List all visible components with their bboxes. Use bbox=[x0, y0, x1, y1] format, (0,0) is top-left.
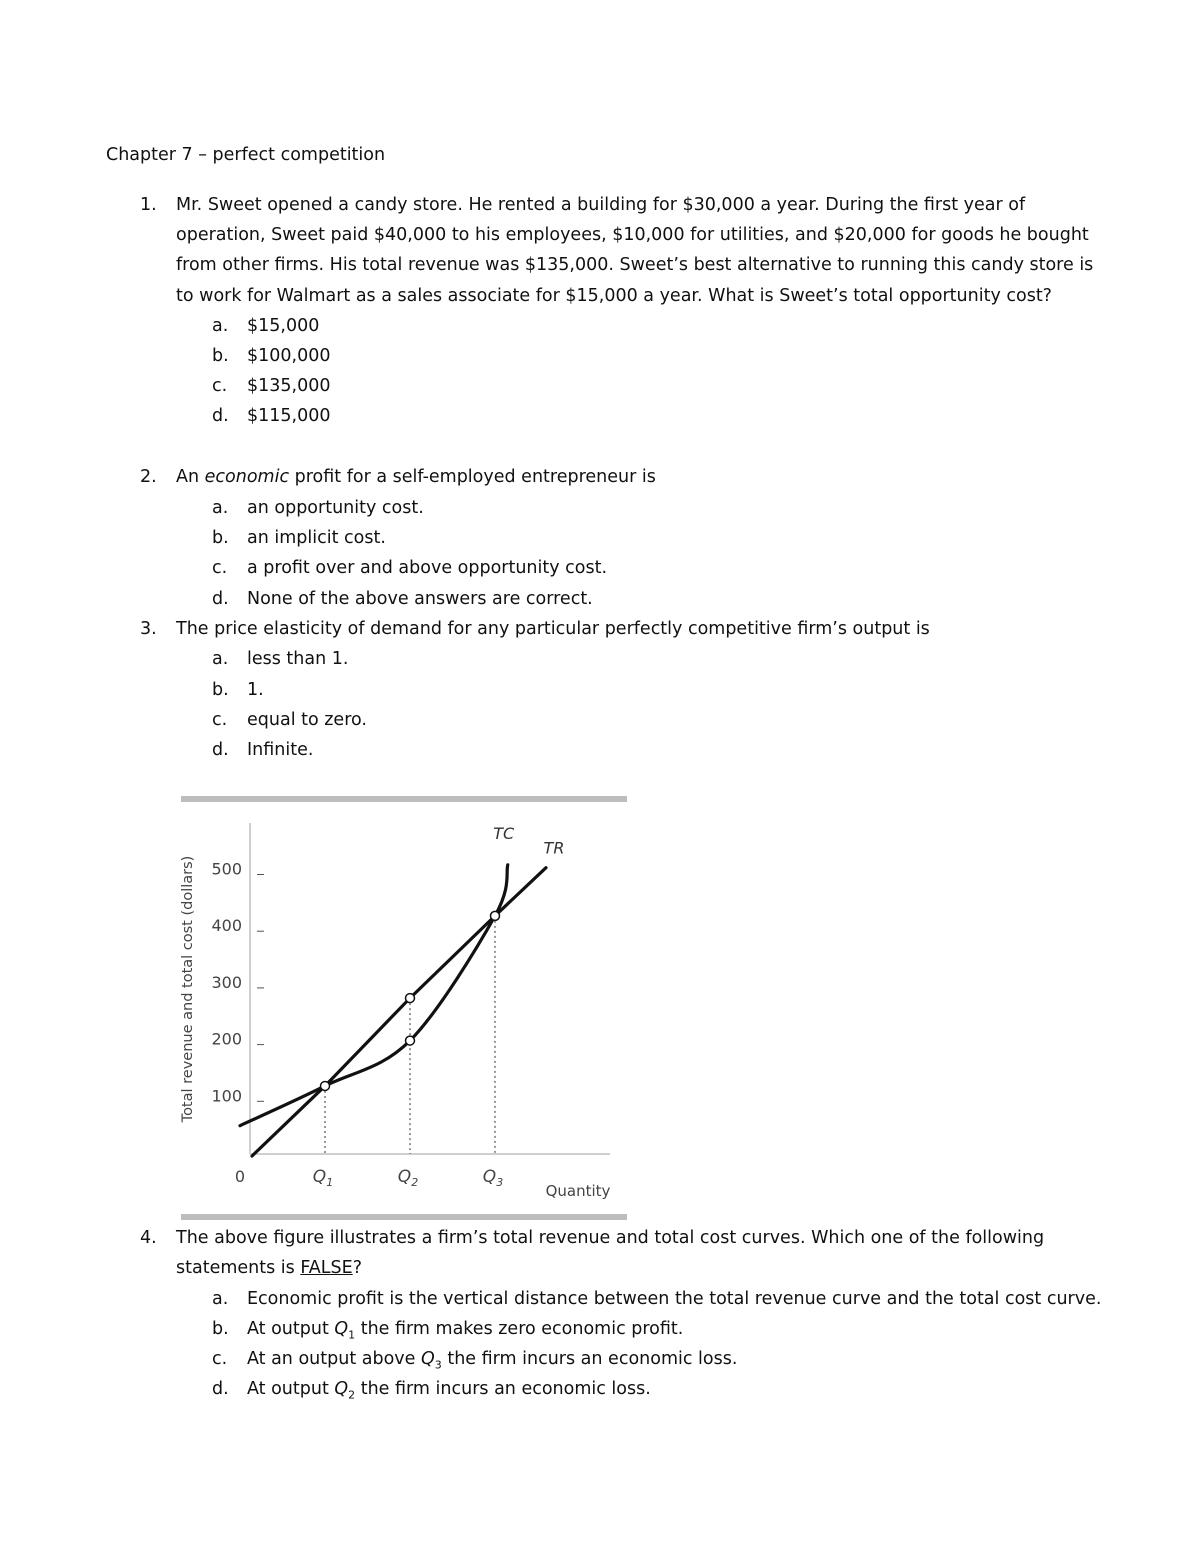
option-text: Infinite. bbox=[247, 740, 314, 760]
option-letter: b. bbox=[212, 1319, 229, 1339]
option-letter: d. bbox=[212, 589, 229, 609]
option-text: None of the above answers are correct. bbox=[247, 589, 593, 609]
question-number: 2. bbox=[140, 467, 157, 487]
option-text-part: At an output above bbox=[247, 1349, 421, 1369]
y-tick-label: 500 bbox=[211, 859, 242, 879]
option-text: 1. bbox=[247, 680, 264, 700]
q-symbol: Q bbox=[420, 1349, 435, 1369]
option-text: $100,000 bbox=[247, 346, 331, 366]
tr-series-label: TR bbox=[543, 838, 565, 858]
option-letter: d. bbox=[212, 406, 229, 426]
tr-curve bbox=[252, 868, 546, 1156]
x-tick-label: $Q_2$ bbox=[397, 1167, 419, 1189]
option-text: less than 1. bbox=[247, 649, 349, 669]
option-letter: c. bbox=[212, 376, 228, 396]
option-letter: c. bbox=[212, 558, 228, 578]
chapter-title: Chapter 7 – perfect competition bbox=[106, 145, 386, 165]
question-text-line bbox=[176, 1258, 362, 1278]
question-number: 4. bbox=[140, 1228, 157, 1248]
question-text-part: statements is bbox=[176, 1258, 301, 1278]
y-tick-label: 400 bbox=[211, 916, 242, 936]
false-emphasis: FALSE bbox=[300, 1258, 353, 1278]
option-text: an opportunity cost. bbox=[247, 498, 424, 518]
x-axis-label: Quantity bbox=[545, 1182, 611, 1200]
question-text-line: operation, Sweet paid $40,000 to his employees, $10,000 for utilities, and $20,000 for goods he bought bbox=[176, 225, 1089, 245]
q-subscript: 1 bbox=[348, 1328, 356, 1342]
option-text: Economic profit is the vertical distance between the total revenue curve and the total cost curve. bbox=[247, 1289, 1102, 1309]
question-text-part: ? bbox=[352, 1258, 362, 1278]
data-point bbox=[491, 911, 500, 920]
option-letter: c. bbox=[212, 1349, 228, 1369]
origin-label: 0 bbox=[234, 1167, 246, 1186]
option-text: $135,000 bbox=[247, 376, 331, 396]
option-text: an implicit cost. bbox=[247, 528, 386, 548]
option-letter: a. bbox=[212, 498, 229, 518]
data-point bbox=[321, 1081, 330, 1090]
q-subscript: 2 bbox=[348, 1388, 356, 1402]
option-letter: d. bbox=[212, 1379, 229, 1399]
option-letter: c. bbox=[212, 710, 228, 730]
question-text-emphasis: economic bbox=[204, 467, 290, 487]
x-tick-label: $Q_1$ bbox=[312, 1167, 334, 1189]
data-point bbox=[406, 1036, 415, 1045]
tc-series-label: TC bbox=[493, 823, 515, 843]
y-axis-label: Total revenue and total cost (dollars) bbox=[180, 855, 196, 1123]
option-text-part: the firm makes zero economic profit. bbox=[355, 1319, 684, 1339]
option-letter: b. bbox=[212, 528, 229, 548]
question-text-part: profit for a self-employed entrepreneur is bbox=[289, 467, 656, 487]
question-text-line: Mr. Sweet opened a candy store. He rented a building for $30,000 a year. During the first year of bbox=[176, 195, 1026, 215]
q-symbol: Q bbox=[334, 1319, 349, 1339]
option-text: $115,000 bbox=[247, 406, 331, 426]
tc-curve bbox=[240, 865, 508, 1126]
question-number: 3. bbox=[140, 619, 157, 639]
option-text-part: At output bbox=[247, 1379, 335, 1399]
question-text-line: to work for Walmart as a sales associate for $15,000 a year. What is Sweet’s total opportunity cost? bbox=[176, 286, 1052, 306]
option-text-part: At output bbox=[247, 1319, 335, 1339]
option-text: a profit over and above opportunity cost. bbox=[247, 558, 608, 578]
option-text bbox=[247, 1319, 683, 1342]
option-letter: a. bbox=[212, 1289, 229, 1309]
y-tick-label: 100 bbox=[211, 1086, 242, 1106]
question-text-line: The above figure illustrates a firm’s total revenue and total cost curves. Which one of the following bbox=[176, 1228, 1045, 1248]
option-text-part: the firm incurs an economic loss. bbox=[441, 1349, 738, 1369]
option-letter: a. bbox=[212, 649, 229, 669]
figure-bottom-rule bbox=[181, 1214, 627, 1220]
x-tick-label: $Q_3$ bbox=[482, 1167, 504, 1189]
option-text bbox=[247, 1349, 737, 1372]
question-number: 1. bbox=[140, 195, 157, 215]
option-letter: b. bbox=[212, 680, 229, 700]
option-text: $15,000 bbox=[247, 316, 320, 336]
option-letter: b. bbox=[212, 346, 229, 366]
option-text-part: the firm incurs an economic loss. bbox=[355, 1379, 651, 1399]
figure-top-rule bbox=[181, 796, 627, 802]
option-text: equal to zero. bbox=[247, 710, 367, 730]
data-point bbox=[406, 994, 415, 1003]
question-text bbox=[176, 467, 656, 487]
question-text: The price elasticity of demand for any particular perfectly competitive firm’s output is bbox=[176, 619, 930, 639]
y-tick-label: 200 bbox=[211, 1029, 242, 1049]
option-text bbox=[247, 1379, 651, 1402]
question-text-part: An bbox=[176, 467, 205, 487]
q-symbol: Q bbox=[334, 1379, 349, 1399]
tr-tc-chart bbox=[170, 805, 630, 1210]
question-text-line: from other firms. His total revenue was $135,000. Sweet’s best alternative to running this candy store is bbox=[176, 255, 1094, 275]
y-tick-label: 300 bbox=[211, 972, 242, 992]
q-subscript: 3 bbox=[434, 1358, 442, 1372]
option-letter: a. bbox=[212, 316, 229, 336]
option-letter: d. bbox=[212, 740, 229, 760]
